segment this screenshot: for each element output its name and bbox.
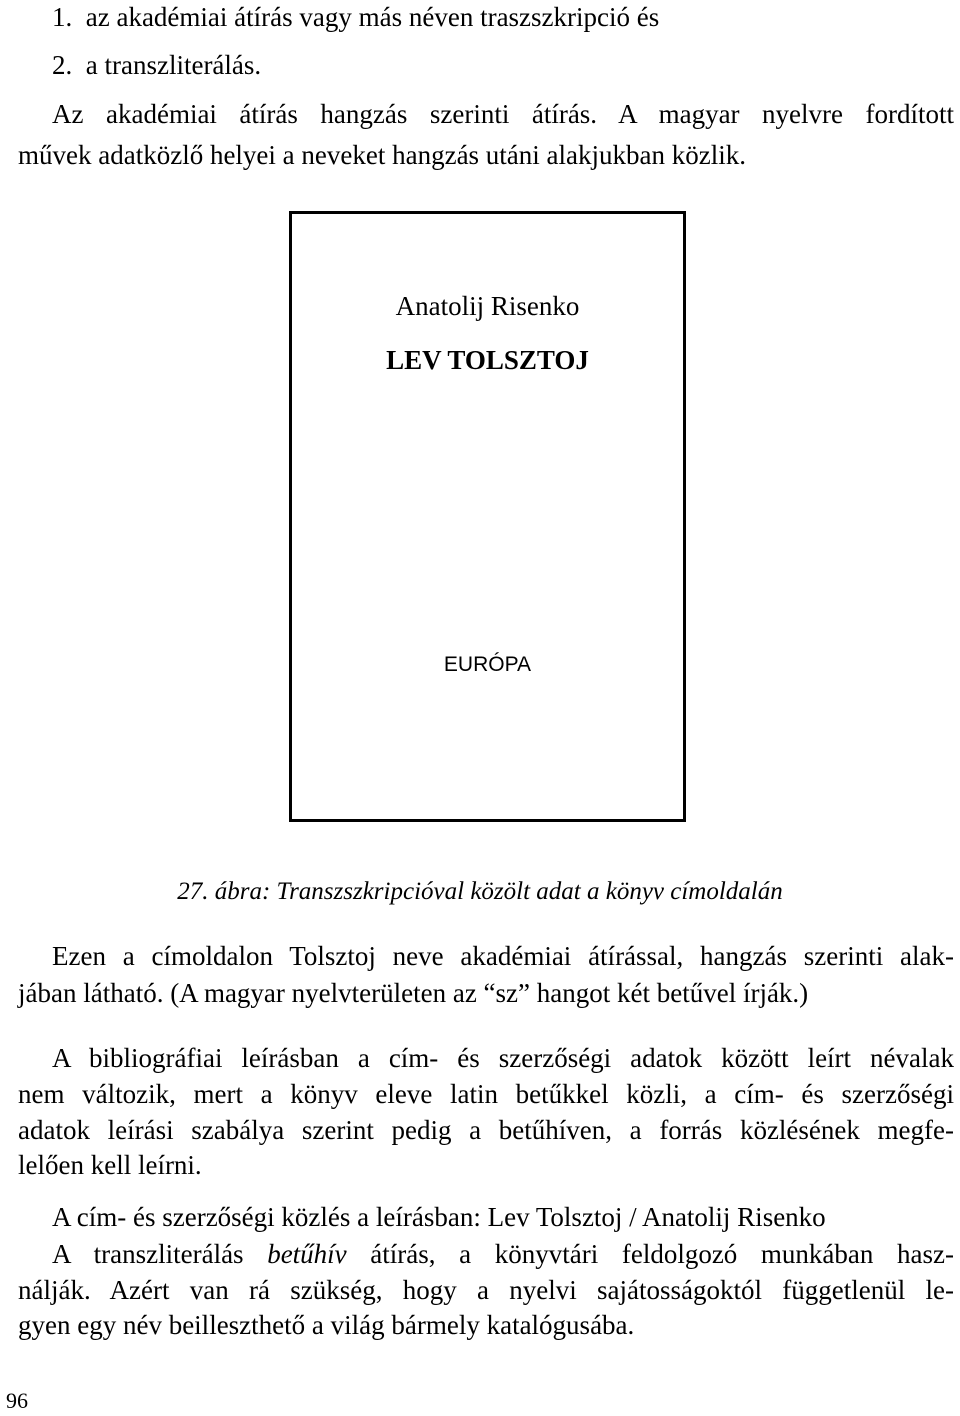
list-number: 1. [52,2,73,32]
para2-line-4: lelően kell leírni. [18,1150,202,1180]
para2-line-1: A bibliográfiai leírásban a cím- és szerzőségi adatok között leírt névalak [52,1043,954,1073]
para4-line-1 [52,1236,954,1272]
list-text: a transzliterálás. [85,50,262,80]
para2-line-2: nem változik, mert a könyv eleve latin betűkkel közli, a cím- és szerzőségi [18,1079,954,1109]
title-page-figure [289,211,686,822]
para4-line-3: gyen egy név beilleszthető a világ bármely katalógusába. [18,1310,635,1340]
para1-line-2: jában látható. (A magyar nyelvterületen az “sz” hangot két betűvel írják.) [18,978,809,1008]
para2-line-3: adatok leírási szabálya szerint pedig a betűhíven, a forrás közlésének megfe- [18,1115,954,1145]
para4-start: A transzliterálás [52,1239,268,1269]
para4-line-2: nálják. Azért van rá szükség, hogy a nyelvi sajátosságoktól függetlenül le- [18,1275,954,1305]
intro-line-1: Az akadémiai átírás hangzás szerinti átírás. A magyar nyelvre fordított [52,99,954,129]
para4-emphasis: betűhív [267,1239,347,1269]
book-author: Anatolij Risenko [395,291,580,321]
list-item-2 [52,48,261,82]
list-text: az akadémiai átírás vagy más néven traszszkripció és [85,2,660,32]
para3: A cím- és szerzőségi közlés a leírásban: Lev Tolsztoj / Anatolij Risenko [52,1202,826,1232]
list-item-1 [52,0,659,34]
intro-line-2: művek adatközlő helyei a neveket hangzás utáni alakjukban közlik. [18,140,746,170]
figure-caption: 27. ábra: Transzszkripcióval közölt adat a könyv címoldalán [177,878,783,905]
book-publisher: EURÓPA [443,653,532,676]
book-title: LEV TOLSZTOJ [386,345,589,375]
para4-rest: átírás, a könyvtári feldolgozó munkában hasz- [346,1239,954,1269]
para1-line-1: Ezen a címoldalon Tolsztoj neve akadémiai átírással, hangzás szerinti alak- [52,941,954,971]
page-number: 96 [6,1388,28,1413]
list-number: 2. [52,50,73,80]
